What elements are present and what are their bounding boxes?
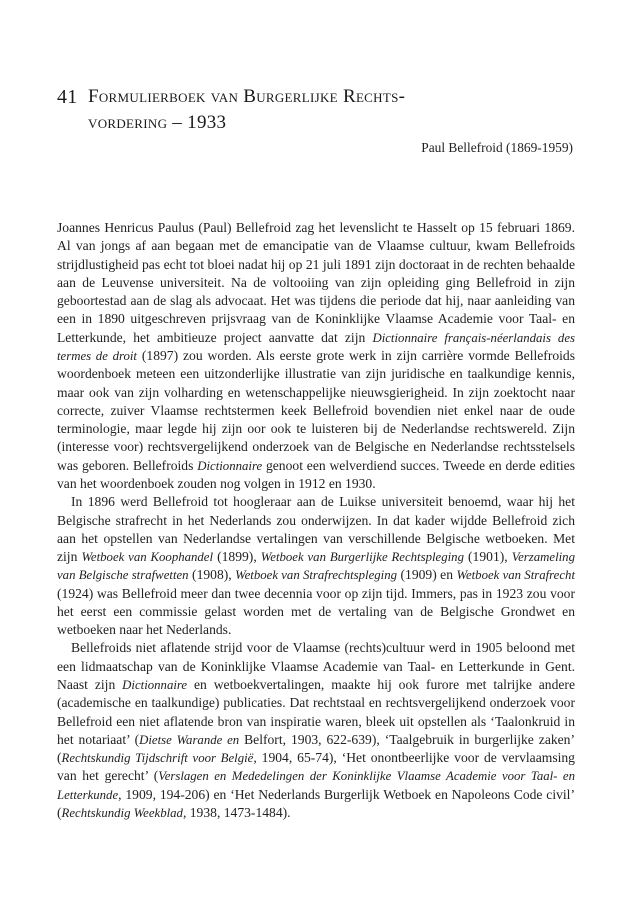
italic-title-run: Dictionnaire — [197, 458, 263, 473]
italic-title-run: Wetboek van Koophandel — [81, 550, 214, 565]
italic-title-run: Verslagen en Mededelingen der Koninklijke Vlaamse Academie voor Taal- en Letterkunde — [57, 769, 575, 802]
text-run: Joannes Henricus Paulus (Paul) Bellefroid zag het levenslicht te Hasselt op 15 februari 1869. Al van jongs af aan begaan met de emancipatie van de Vlaamse cultuur, kwam Bellefroids strijdlustigheid pas echt tot bloei nadat hij op 21 juli 1891 zijn doctoraat in de rechten behaalde aan de Leuvense universiteit. Na de voltooiing van zijn opleiding ging Bellefroid in zijn geboortestad aan de slag als advocaat. Het was tijdens die periode dat hij, naar aanleiding van een in 1890 uitgeschreven prijsvraag van de Koninklijke Vlaamse Academie voor Taal- en Letterkunde, het ambitieuze project aanvatte dat zijn — [57, 220, 575, 345]
chapter-title-line-2: vordering – 1933 — [88, 112, 227, 133]
chapter-heading — [57, 84, 577, 136]
italic-title-run: Dictionnaire — [122, 678, 188, 693]
paragraph — [57, 639, 575, 822]
author-byline: Paul Bellefroid (1869-1959) — [421, 140, 573, 155]
text-run: , 1938, 1473-1484). — [182, 805, 291, 820]
italic-title-run: Wetboek van Strafrecht — [456, 568, 575, 583]
chapter-number: 41 — [57, 86, 78, 108]
body-text — [57, 219, 575, 822]
text-run: (1924) was Bellefroid meer dan twee decennia voor op zijn tijd. Immers, pas in 1923 zou voor het eerst een commissie gelast worden met de vertaling van de Belgische Grondwet en wetboeken naar het Nederlands. — [57, 585, 575, 638]
text-run: , 1904, 65-74), ‘Het onontbeerlijke voor de vervlaamsing van het gerecht’ ( — [57, 750, 575, 784]
italic-title-run: Dietse Warande en — [139, 732, 240, 747]
text-run: (1899), — [213, 549, 261, 565]
text-run: (1909) en — [397, 567, 457, 583]
text-run: Belfort, 1903, 622-639), ‘Taalgebruik in burgerlijke zaken’ ( — [57, 731, 576, 766]
text-run: en wetboekvertalingen, maakte hij ook furore met talrijke andere (academische en taalkundige) publicaties. Dat rechtstaal en rechtsvergelijkend onderzoek voor Bellefroid een niet aflatende bron van inspiratie waren, bleek uit opstellen als ‘Taalonkruid in het notariaat’ ( — [57, 677, 575, 747]
italic-title-run: Verzameling van Belgische strafwetten — [57, 550, 575, 583]
text-run: (1901), — [463, 549, 512, 565]
chapter-title-line-1: Formulierboek van Burgerlijke Rechts- — [88, 86, 406, 107]
text-run: genoot een welverdiend succes. Tweede en derde edities van het woordenboek zouden nog volgen in 1912 en 1930. — [57, 457, 576, 491]
italic-title-run: Wetboek van Burgerlijke Rechtspleging — [260, 550, 464, 565]
text-run: (1908), — [188, 567, 236, 583]
text-run: , 1909, 194-206) en ‘Het Nederlands Burgerlijk Wetboek en Napoleons Code civil’ ( — [57, 786, 575, 820]
text-run: Bellefroids niet aflatende strijd voor de Vlaamse (rechts)cultuur werd in 1905 beloond met een lidmaatschap van de Koninklijke Vlaamse Academie van Taal- en Letterkunde in Gent. Naast zijn — [57, 640, 575, 693]
paragraph — [57, 219, 575, 493]
italic-title-run: Rechtskundig Tijdschrift voor België — [61, 751, 254, 766]
text-run: In 1896 werd Bellefroid tot hoogleraar aan de Luikse universiteit benoemd, waar hij het Belgische strafrecht in het Nederlands zou onderwijzen. In dat kader wijdde Bellefroid zich aan het opstellen van Nederlandse vertalingen van verschillende Belgische wetboeken. Met zijn — [57, 494, 575, 565]
italic-title-run: Dictionnaire français-néerlandais des termes de droit — [57, 330, 575, 363]
paragraph — [57, 493, 575, 639]
italic-title-run: Rechtskundig Weekblad — [61, 806, 183, 820]
text-run: (1897) zou worden. Als eerste grote werk in zijn carrière vormde Bellefroids woordenboek meteen een uitzonderlijke illustratie van zijn juridische en taalkundige kennis, maar ook van zijn volharding en wetenschappelijke nieuwsgierigheid. In zijn zoektocht naar correcte, zuiver Vlaamse rechtstermen keek Bellefroid bovendien niet enkel naar de oude terminologie, maar legde hij zijn oor ook te luisteren bij de Nederlandse rechtswereld. Zijn (interesse voor) rechtsvergelijkend onderzoek van de Belgische en Nederlandse rechtsstelsels was geboren. Bellefroids — [57, 347, 576, 473]
italic-title-run: Wetboek van Strafrechtspleging — [235, 568, 398, 583]
